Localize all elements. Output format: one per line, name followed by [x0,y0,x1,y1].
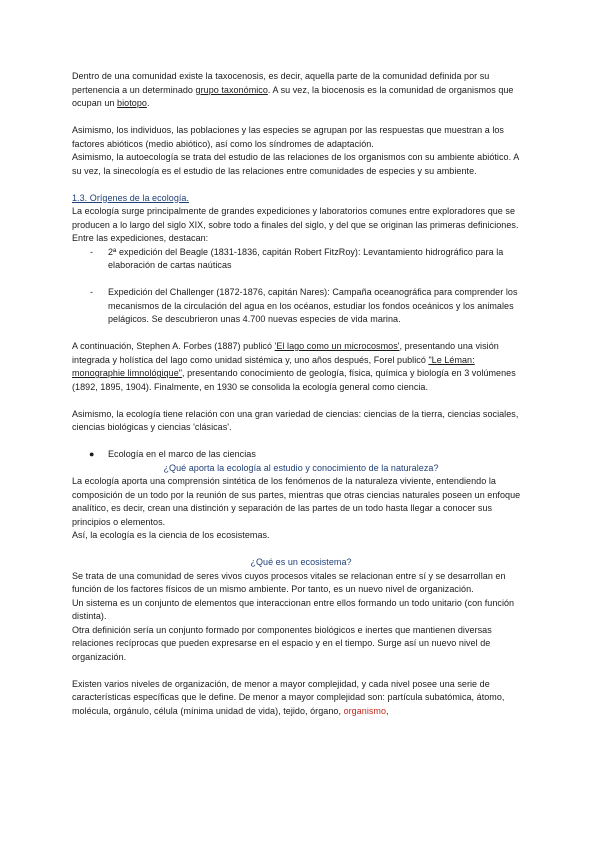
paragraph-comprension-sintetica: La ecología aporta una comprensión sintética de los fenómenos de la naturaleza viviente, entendiendo la composición de un todo por la reunión de sus partes, mientras que otras ciencias naturales poseen un enfoque analítico, es decir, crean una distinción y separación de las partes de un todo hasta llegar a conocer sus principios o elementos. [72,476,521,527]
paragraph-autoecologia: Asimismo, la autoecología se trata del estudio de las relaciones de los organismos con su ambiente abiótico. A su vez, la sinecología es el estudio de las relaciones entre comunidades de especies y su ambiente. [72,152,519,176]
spacer [72,111,530,125]
spacer [72,664,530,678]
list-item-beagle: - 2ª expedición del Beagle (1831-1836, capitán Robert FitzRoy): Levantamiento hidrográfico para la elaboración de cartas naúticas [72,246,530,273]
question-title-ecosistema: ¿Qué es un ecosistema? [250,557,352,567]
paragraph-otra-definicion: Otra definición sería un conjunto formado por componentes biológicos e inertes que mantienen diversas relaciones recíprocas que pueden expresarse en el espacio y en el tiempo. Surge así un nuevo nivel de organización. [72,624,492,662]
paragraph-ciencias: Asimismo, la ecología tiene relación con una gran variedad de ciencias: ciencias de la tierra, ciencias sociales, ciencias biológicas y ciencias 'clásicas'. [72,408,519,432]
bullet-item: ● Ecología en el marco de las ciencias [72,448,530,462]
spacer [72,327,530,341]
paragraph-taxocenosis: Dentro de una comunidad existe la taxocenosis, es decir, aquella parte de la comunidad definida por su pertenencia a un determinado grupo taxonómico. A su vez, la biocenosis es la comunidad de organismos que ocupan un biotopo. [72,71,514,108]
section-heading: 1.3. Orígenes de la ecología. [72,192,190,203]
paragraph-sistema: Un sistema es un conjunto de elementos que interaccionan entre ellos formando un todo unitario (con función distinta). [72,597,515,621]
link-le-leman[interactable]: "Le Léman: monographie limnológique" [72,354,475,378]
paragraph-forbes: A continuación, Stephen A. Forbes (1887) publicó 'El lago como un microcosmos', presentando una visión integrada y holística del lago como unidad sistémica y, uno años después, Forel publicó "Le Léman: monographie limnológique", presentando conocimiento de geología, física, química y biología en 3 volúmenes (1892, 1895, 1904). Finalmente, en 1930 se consolida la ecología general como ciencia. [72,341,516,392]
paragraph-niveles-organizacion: Existen varios niveles de organización, de menor a mayor complejidad, y cada nivel posee una serie de características específicas que le define. De menor a mayor complejidad son: partícula subatómica, átomo, molécula, orgánulo, célula (mínima unidad de vida), tejido, órgano, organismo, [72,678,505,716]
paragraph-comunidad-seres-vivos: Se trata de una comunidad de seres vivos cuyos procesos vitales se relacionan entre sí y se desarrollan en función de los factores físicos de un mismo ambiente. Por tanto, es un nuevo nivel de organización. [72,570,506,594]
expeditions-list [72,246,530,327]
bullet-dot-icon: ● [89,449,95,459]
spacer [72,178,530,192]
paragraph-factores-abioticos: Asimismo, los individuos, las poblaciones y las especies se agrupan por las respuestas que muestran a los factores abióticos (medio abiótico), así como los síndromes de adaptación. [72,125,504,149]
link-biotopo[interactable]: biotopo [117,98,147,108]
spacer [72,394,530,408]
list-item-challenger: - Expedición del Challenger (1872-1876, capitán Nares): Campaña oceanográfica para comprender los mecanismos de la circulación del agua en los océanos, estudiar los fondos oceánicos y los animales pelágicos. Se descubrieron unas 4.700 nuevas especies de vida marina. [72,286,530,327]
question-title-aporta: ¿Qué aporta la ecología al estudio y conocimiento de la naturaleza? [163,462,439,473]
paragraph-origenes: La ecología surge principalmente de grandes expediciones y laboratorios comunes entre exploradores que se producen a lo largo del siglo XIX, sobre todo a finales del siglo, y del que se originan las primeras definiciones. Entre las expediciones, destacan: [72,206,519,243]
link-lago-microcosmos[interactable]: 'El lago como un microcosmos' [274,341,400,351]
spacer [72,543,530,557]
highlight-organismo: organismo [343,705,387,716]
document-page [72,70,530,718]
link-grupo-taxonomico[interactable]: grupo taxonómico [195,84,268,95]
spacer [72,435,530,449]
paragraph-ciencia-ecosistemas: Así, la ecología es la ciencia de los ecosistemas. [72,530,270,540]
